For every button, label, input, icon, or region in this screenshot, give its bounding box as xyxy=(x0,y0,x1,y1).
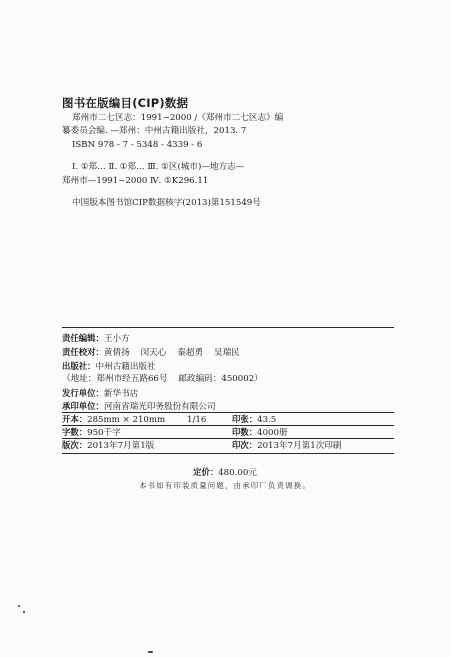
scan-speck xyxy=(18,605,20,607)
printer-label: 承印单位： xyxy=(62,401,104,411)
mid-rule xyxy=(62,412,394,413)
edition-row xyxy=(62,440,394,452)
sheets-label: 印张： xyxy=(232,414,258,424)
cip-line: 郑州市二七区志：1991~2000 /《郑州市二七区志》编 xyxy=(72,113,284,123)
cip-line: 纂委员会编. —郑州：中州古籍出版社，2013. 7 xyxy=(62,126,247,136)
format-label: 开本： xyxy=(62,414,88,424)
cip-classification: Ⅰ. ①郑… Ⅱ. ①郑… Ⅲ. ①区(城市)—地方志— xyxy=(72,162,245,172)
distributor-label: 发行单位： xyxy=(62,388,104,398)
publisher-address: （地址：郑州市经五路66号 邮政编码：450002） xyxy=(62,374,263,384)
price-label: 定价： xyxy=(193,467,219,477)
edition-label: 版次： xyxy=(62,440,88,450)
sheets-value: 43.5 xyxy=(257,415,277,425)
price-value: 480.00元 xyxy=(218,468,257,478)
format-value: 285mm × 210mm 1/16 xyxy=(87,415,207,425)
bottom-rule xyxy=(62,453,394,454)
cip-isbn: ISBN 978 - 7 - 5348 - 4339 - 6 xyxy=(72,140,203,150)
cip-classification: 郑州市—1991~2000 Ⅳ. ①K296.11 xyxy=(62,176,209,186)
cip-record-number: 中国版本图书馆CIP数据核字(2013)第151549号 xyxy=(72,198,261,208)
scan-speck xyxy=(23,611,25,613)
row-rule xyxy=(62,425,394,426)
publisher-value: 中州古籍出版社 xyxy=(95,362,156,372)
distributor-row xyxy=(62,388,138,400)
top-rule xyxy=(62,327,394,328)
distributor-value: 新华书店 xyxy=(103,389,139,399)
proof-value: 黄倩扬 闵天心 秦超勇 吴瑞民 xyxy=(103,348,240,358)
printing-value: 2013年7月第1次印刷 xyxy=(257,441,342,451)
publisher-label: 出版社： xyxy=(62,361,96,371)
edition-value: 2013年7月第1版 xyxy=(87,441,155,451)
quality-note: 本书如有印装质量问题，由承印厂负责调换。 xyxy=(139,481,311,490)
printer-value: 河南省瑞光印务股份有限公司 xyxy=(103,402,216,412)
words-label: 字数： xyxy=(62,427,88,437)
copies-value: 4000册 xyxy=(257,428,288,438)
proof-label: 责任校对： xyxy=(62,347,104,357)
scan-speck xyxy=(148,651,153,653)
row-rule xyxy=(62,438,394,439)
printing-label: 印次： xyxy=(232,440,258,450)
price-row xyxy=(0,466,450,478)
words-value: 950千字 xyxy=(87,428,121,438)
publisher-row xyxy=(62,361,156,373)
editor-row xyxy=(62,333,130,345)
editor-value: 王小方 xyxy=(103,334,130,344)
copies-label: 印数： xyxy=(232,427,258,437)
proof-row xyxy=(62,347,240,359)
editor-label: 责任编辑： xyxy=(62,333,104,343)
cip-title: 图书在版编目(CIP)数据 xyxy=(62,96,189,110)
